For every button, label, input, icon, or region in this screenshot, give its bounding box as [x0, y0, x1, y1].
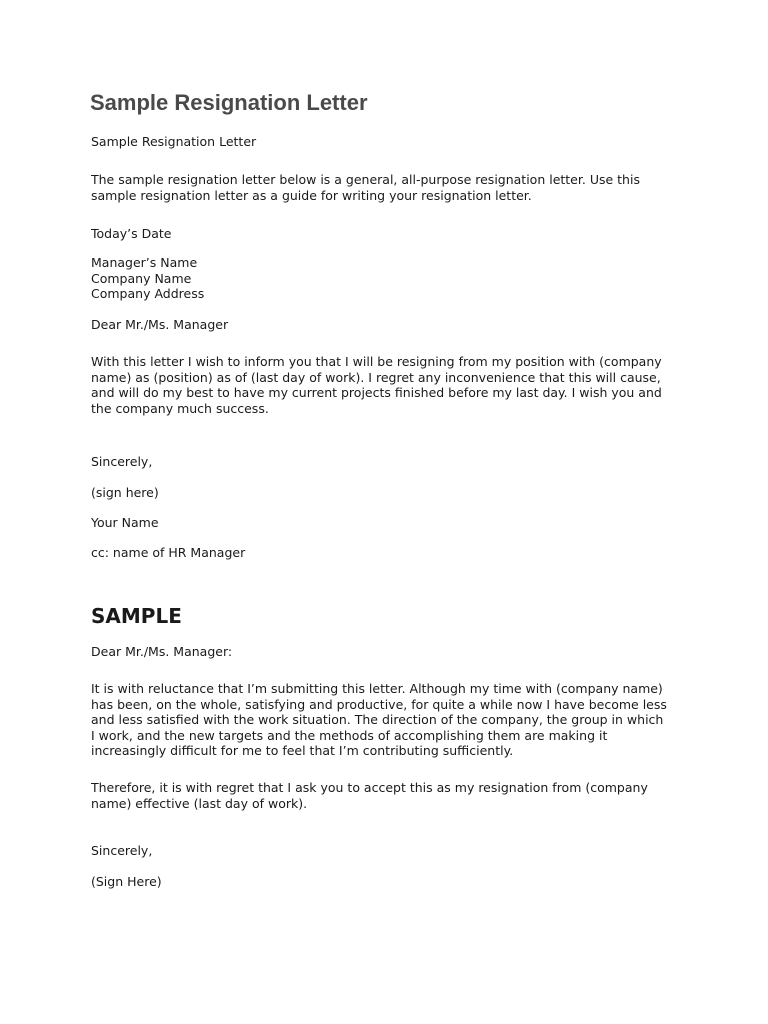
sample-closing: Sincerely, [91, 843, 153, 858]
sample-paragraph-1 [91, 681, 691, 759]
body-line: name) as (position) as of (last day of work). I regret any inconvenience that this will cause, [91, 369, 661, 385]
sample-heading: SAMPLE [91, 604, 182, 628]
letter-salutation: Dear Mr./Ms. Manager [91, 317, 229, 332]
intro-paragraph [91, 172, 691, 203]
body-line: With this letter I wish to inform you that I will be resigning from my position with (company [91, 354, 662, 369]
paragraph-line: has been, on the whole, satisfying and productive, for quite a while now I have become less [91, 696, 667, 712]
letter-date: Today’s Date [91, 226, 172, 241]
letter-signature: (sign here) [91, 485, 159, 500]
address-line: Company Address [91, 286, 205, 301]
letter-cc: cc: name of HR Manager [91, 545, 246, 560]
intro-line: The sample resignation letter below is a general, all-purpose resignation letter. Use this [91, 172, 640, 187]
document-subtitle: Sample Resignation Letter [91, 134, 257, 149]
paragraph-line: Therefore, it is with regret that I ask you to accept this as my resignation from (company [91, 780, 648, 795]
body-line: and will do my best to have my current projects finished before my last day. I wish you and [91, 385, 662, 400]
intro-line: sample resignation letter as a guide for writing your resignation letter. [91, 187, 532, 203]
letter-closing: Sincerely, [91, 454, 153, 469]
letter-body [91, 354, 691, 416]
body-line: the company much success. [91, 400, 269, 416]
sample-salutation: Dear Mr./Ms. Manager: [91, 644, 233, 659]
letter-name: Your Name [91, 515, 159, 530]
sample-paragraph-2 [91, 780, 691, 811]
paragraph-line: I work, and the new targets and the methods of accomplishing them are making it [91, 727, 608, 743]
recipient-address [91, 255, 691, 302]
paragraph-line: and less satisfied with the work situation. The direction of the company, the group in which [91, 712, 664, 727]
paragraph-line: It is with reluctance that I’m submitting this letter. Although my time with (company name) [91, 681, 663, 696]
sample-signature: (Sign Here) [91, 874, 162, 889]
address-line: Manager’s Name [91, 255, 198, 270]
paragraph-line: name) effective (last day of work). [91, 795, 308, 811]
address-line: Company Name [91, 270, 192, 286]
paragraph-line: increasingly difficult for me to feel that I’m contributing sufficiently. [91, 743, 514, 758]
document-title: Sample Resignation Letter [90, 90, 368, 115]
